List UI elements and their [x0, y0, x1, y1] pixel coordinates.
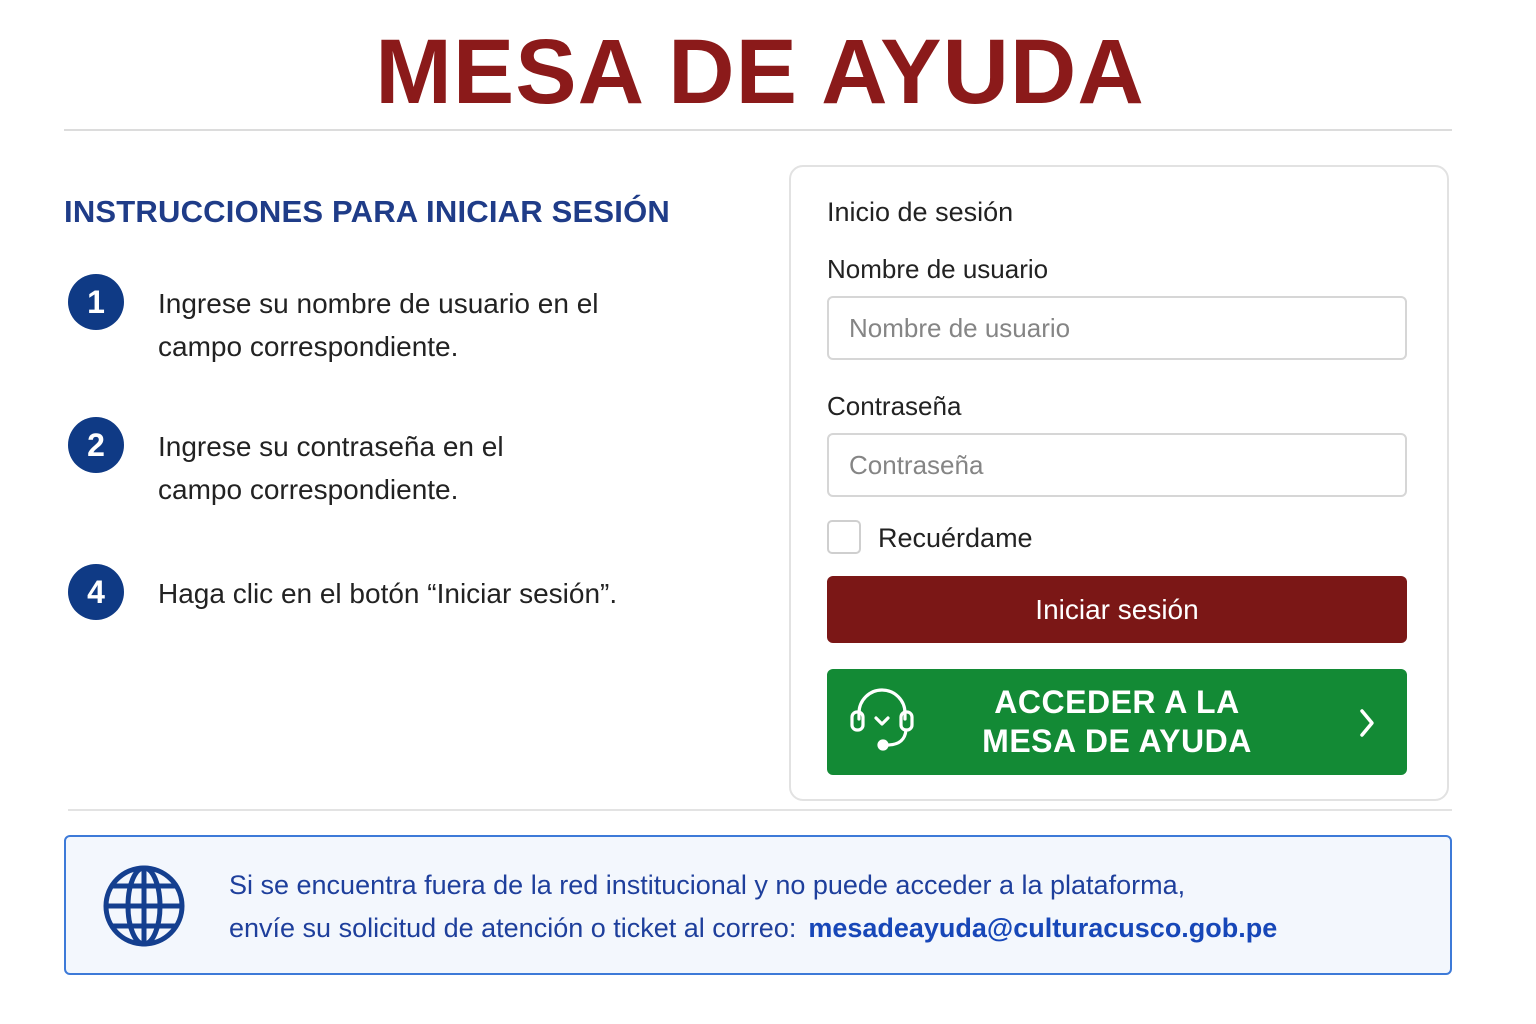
instructions-heading: INSTRUCCIONES PARA INICIAR SESIÓN: [64, 194, 670, 229]
step-text: [158, 425, 678, 511]
step-text-line: campo correspondiente.: [158, 331, 459, 362]
step-text-line: Haga clic en el botón “Iniciar sesión”.: [158, 578, 618, 609]
helpdesk-label-line: ACCEDER A LA: [994, 684, 1240, 720]
step-text-line: campo correspondiente.: [158, 474, 459, 505]
remember-me-checkbox[interactable]: [827, 520, 861, 554]
step-number-badge: 2: [68, 417, 124, 473]
step-text: [158, 282, 678, 368]
password-label: Contraseña: [827, 391, 962, 421]
globe-icon: [102, 864, 186, 948]
notice-text: envíe su solicitud de atención o ticket al correo:: [229, 913, 797, 943]
helpdesk-button-label: [827, 683, 1407, 761]
password-input[interactable]: [827, 433, 1407, 497]
helpdesk-label-line: MESA DE AYUDA: [982, 723, 1252, 759]
section-divider: [68, 809, 1452, 811]
page-title: MESA DE AYUDA: [375, 21, 1145, 123]
step-text: [158, 572, 678, 615]
header-divider: [64, 129, 1452, 131]
helpdesk-access-button[interactable]: [827, 669, 1407, 775]
login-button-label: Iniciar sesión: [1035, 593, 1199, 625]
offsite-notice: [64, 835, 1452, 975]
login-button[interactable]: [827, 576, 1407, 643]
notice-text-line: Si se encuentra fuera de la red institucional y no puede acceder a la plataforma,: [229, 870, 1186, 900]
chevron-right-icon: [1357, 707, 1377, 739]
login-card: [789, 165, 1449, 801]
notice-text-line: [229, 913, 1277, 944]
login-card-title: Inicio de sesión: [827, 197, 1014, 227]
remember-me-label[interactable]: Recuérdame: [878, 523, 1033, 553]
step-text-line: Ingrese su nombre de usuario en el: [158, 288, 599, 319]
step-number-badge: 4: [68, 564, 124, 620]
support-email-link[interactable]: mesadeayuda@culturacusco.gob.pe: [808, 913, 1278, 943]
step-text-line: Ingrese su contraseña en el: [158, 431, 504, 462]
username-input[interactable]: [827, 296, 1407, 360]
username-label: Nombre de usuario: [827, 254, 1049, 284]
step-number-badge: 1: [68, 274, 124, 330]
